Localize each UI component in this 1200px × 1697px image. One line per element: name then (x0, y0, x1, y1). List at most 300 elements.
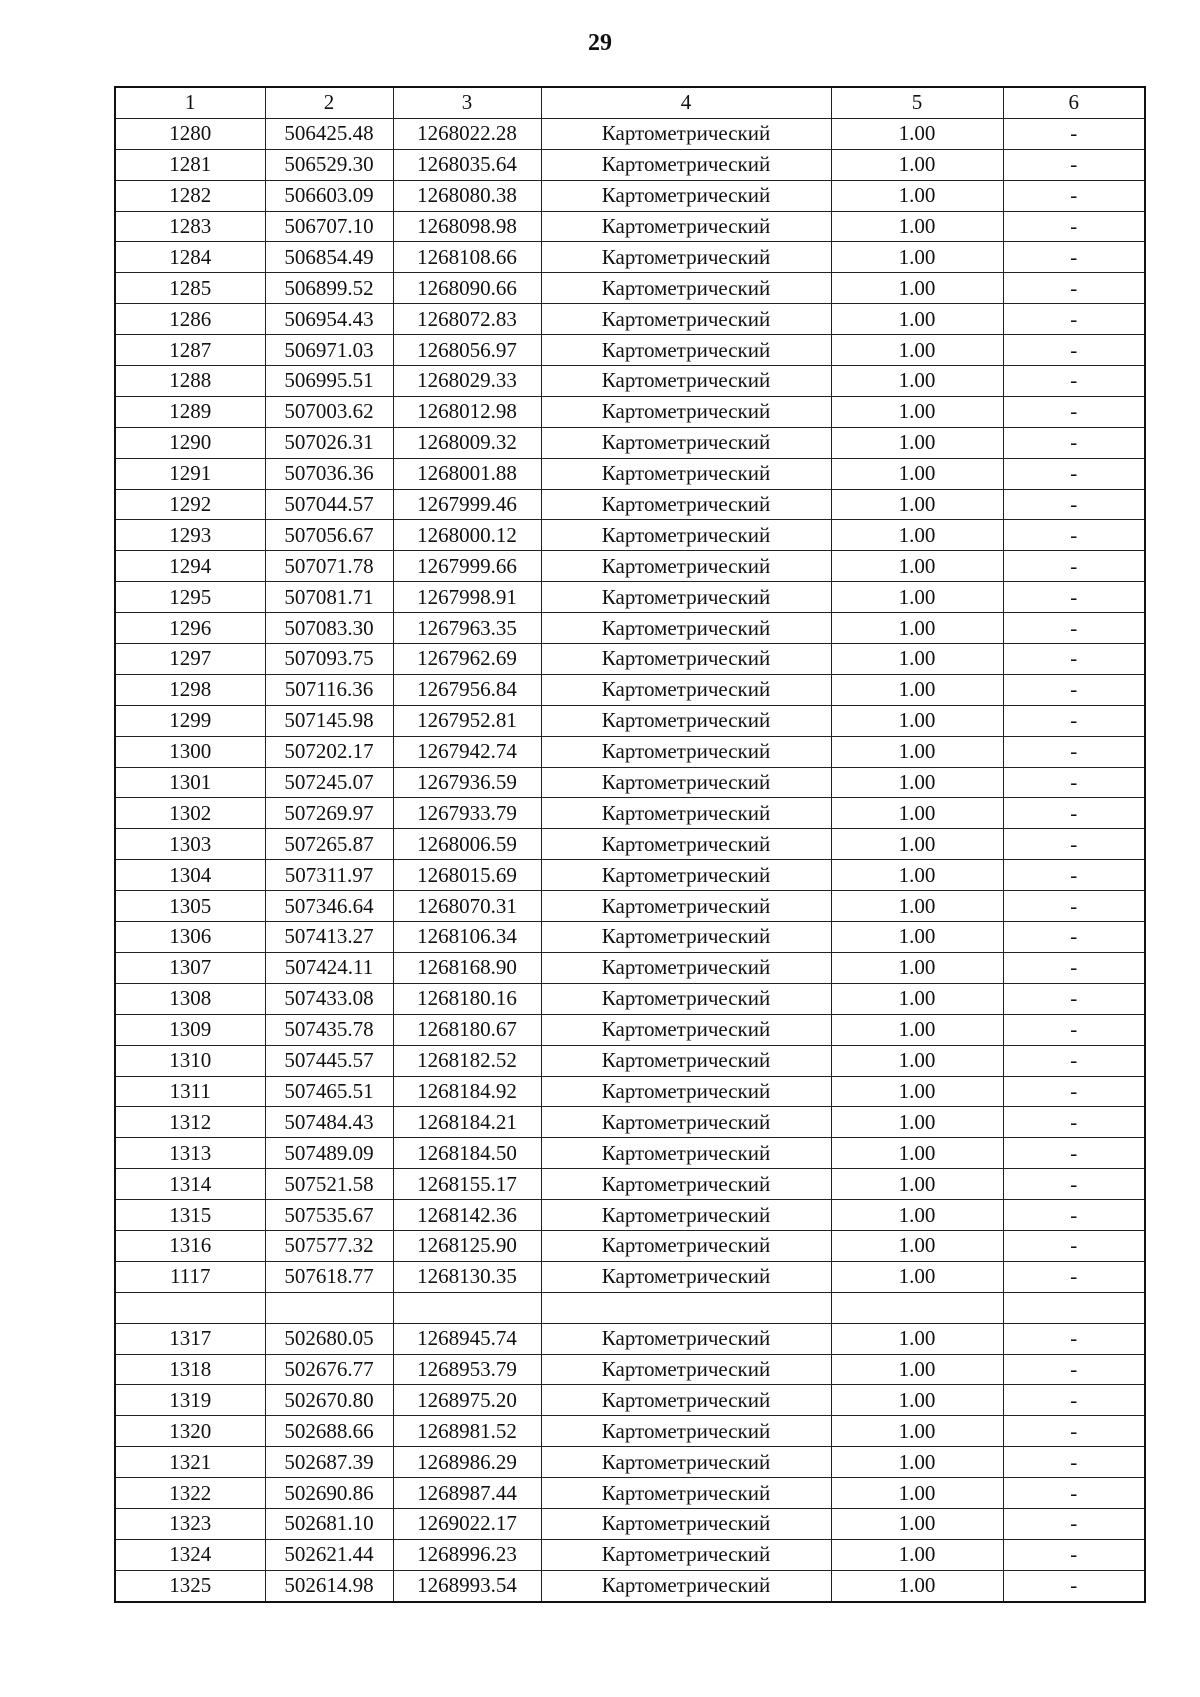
point-number-cell: 1284 (115, 242, 265, 273)
point-number-cell: 1317 (115, 1323, 265, 1354)
column-header-5: 5 (831, 87, 1003, 118)
accuracy-cell: 1.00 (831, 1385, 1003, 1416)
accuracy-cell: 1.00 (831, 335, 1003, 366)
point-number-cell: 1295 (115, 582, 265, 613)
note-cell: - (1003, 1508, 1145, 1539)
x-coordinate-cell: 502687.39 (265, 1447, 393, 1478)
note-cell: - (1003, 1107, 1145, 1138)
method-cell: Картометрический (541, 242, 831, 273)
accuracy-cell: 1.00 (831, 674, 1003, 705)
table-row (115, 427, 1145, 458)
point-number-cell: 1285 (115, 273, 265, 304)
table-row (115, 705, 1145, 736)
method-cell: Картометрический (541, 1076, 831, 1107)
accuracy-cell: 1.00 (831, 829, 1003, 860)
accuracy-cell: 1.00 (831, 1014, 1003, 1045)
accuracy-cell: 1.00 (831, 396, 1003, 427)
x-coordinate-cell: 502681.10 (265, 1508, 393, 1539)
method-cell: Картометрический (541, 613, 831, 644)
point-number-cell: 1283 (115, 211, 265, 242)
table-row (115, 1292, 1145, 1323)
table-row (115, 1539, 1145, 1570)
accuracy-cell: 1.00 (831, 1107, 1003, 1138)
table-row (115, 458, 1145, 489)
accuracy-cell: 1.00 (831, 613, 1003, 644)
x-coordinate-cell: 502676.77 (265, 1354, 393, 1385)
point-number-cell: 1302 (115, 798, 265, 829)
accuracy-cell: 1.00 (831, 1138, 1003, 1169)
table-row (115, 767, 1145, 798)
point-number-cell: 1321 (115, 1447, 265, 1478)
y-coordinate-cell: 1268022.28 (393, 118, 541, 149)
note-cell: - (1003, 1478, 1145, 1509)
table-row (115, 1416, 1145, 1447)
point-number-cell: 1322 (115, 1478, 265, 1509)
accuracy-cell: 1.00 (831, 1447, 1003, 1478)
method-cell: Картометрический (541, 273, 831, 304)
point-number-cell: 1297 (115, 644, 265, 675)
accuracy-cell: 1.00 (831, 1508, 1003, 1539)
accuracy-cell: 1.00 (831, 180, 1003, 211)
note-cell: - (1003, 1354, 1145, 1385)
column-header-4: 4 (541, 87, 831, 118)
y-coordinate-cell: 1268098.98 (393, 211, 541, 242)
accuracy-cell: 1.00 (831, 304, 1003, 335)
note-cell: - (1003, 674, 1145, 705)
x-coordinate-cell: 506603.09 (265, 180, 393, 211)
method-cell: Картометрический (541, 1385, 831, 1416)
y-coordinate-cell: 1268182.52 (393, 1045, 541, 1076)
method-cell: Картометрический (541, 767, 831, 798)
table-row (115, 891, 1145, 922)
table-row (115, 1076, 1145, 1107)
point-number-cell: 1280 (115, 118, 265, 149)
note-cell: - (1003, 396, 1145, 427)
y-coordinate-cell: 1267942.74 (393, 736, 541, 767)
table-row (115, 273, 1145, 304)
note-cell: - (1003, 335, 1145, 366)
table-row (115, 211, 1145, 242)
note-cell: - (1003, 273, 1145, 304)
method-cell: Картометрический (541, 705, 831, 736)
point-number-cell: 1303 (115, 829, 265, 860)
accuracy-cell: 1.00 (831, 891, 1003, 922)
point-number-cell: 1301 (115, 767, 265, 798)
table-row (115, 1570, 1145, 1601)
y-coordinate-cell: 1267933.79 (393, 798, 541, 829)
note-cell: - (1003, 1539, 1145, 1570)
column-header-1: 1 (115, 87, 265, 118)
y-coordinate-cell: 1268975.20 (393, 1385, 541, 1416)
point-number-cell: 1313 (115, 1138, 265, 1169)
x-coordinate-cell: 506854.49 (265, 242, 393, 273)
accuracy-cell: 1.00 (831, 1076, 1003, 1107)
point-number-cell: 1310 (115, 1045, 265, 1076)
y-coordinate-cell: 1268070.31 (393, 891, 541, 922)
table-row (115, 1261, 1145, 1292)
accuracy-cell: 1.00 (831, 458, 1003, 489)
note-cell: - (1003, 366, 1145, 397)
point-number-cell: 1309 (115, 1014, 265, 1045)
point-number-cell (115, 1292, 265, 1323)
table-row (115, 551, 1145, 582)
note-cell: - (1003, 1169, 1145, 1200)
x-coordinate-cell: 507093.75 (265, 644, 393, 675)
point-number-cell: 1117 (115, 1261, 265, 1292)
x-coordinate-cell: 507245.07 (265, 767, 393, 798)
table-row (115, 983, 1145, 1014)
table-row (115, 1200, 1145, 1231)
y-coordinate-cell: 1268184.50 (393, 1138, 541, 1169)
x-coordinate-cell: 507145.98 (265, 705, 393, 736)
point-number-cell: 1290 (115, 427, 265, 458)
accuracy-cell: 1.00 (831, 489, 1003, 520)
point-number-cell: 1288 (115, 366, 265, 397)
note-cell: - (1003, 520, 1145, 551)
table-header (115, 87, 1145, 118)
x-coordinate-cell: 502688.66 (265, 1416, 393, 1447)
point-number-cell: 1307 (115, 952, 265, 983)
y-coordinate-cell: 1268029.33 (393, 366, 541, 397)
accuracy-cell: 1.00 (831, 798, 1003, 829)
accuracy-cell: 1.00 (831, 551, 1003, 582)
x-coordinate-cell: 502621.44 (265, 1539, 393, 1570)
method-cell: Картометрический (541, 1014, 831, 1045)
y-coordinate-cell: 1268184.21 (393, 1107, 541, 1138)
accuracy-cell: 1.00 (831, 1230, 1003, 1261)
note-cell: - (1003, 1570, 1145, 1601)
table-row (115, 335, 1145, 366)
point-number-cell: 1311 (115, 1076, 265, 1107)
method-cell: Картометрический (541, 582, 831, 613)
method-cell: Картометрический (541, 1478, 831, 1509)
x-coordinate-cell: 507003.62 (265, 396, 393, 427)
accuracy-cell: 1.00 (831, 1539, 1003, 1570)
y-coordinate-cell: 1267962.69 (393, 644, 541, 675)
table-row (115, 1385, 1145, 1416)
point-number-cell: 1306 (115, 922, 265, 953)
y-coordinate-cell: 1268945.74 (393, 1323, 541, 1354)
x-coordinate-cell: 507445.57 (265, 1045, 393, 1076)
note-cell: - (1003, 1447, 1145, 1478)
table-row (115, 1447, 1145, 1478)
note-cell: - (1003, 922, 1145, 953)
y-coordinate-cell: 1268184.92 (393, 1076, 541, 1107)
x-coordinate-cell: 507269.97 (265, 798, 393, 829)
table-row (115, 952, 1145, 983)
point-number-cell: 1320 (115, 1416, 265, 1447)
x-coordinate-cell: 506529.30 (265, 149, 393, 180)
point-number-cell: 1312 (115, 1107, 265, 1138)
y-coordinate-cell: 1268981.52 (393, 1416, 541, 1447)
accuracy-cell: 1.00 (831, 952, 1003, 983)
x-coordinate-cell: 502614.98 (265, 1570, 393, 1601)
note-cell: - (1003, 458, 1145, 489)
point-number-cell: 1304 (115, 860, 265, 891)
note-cell: - (1003, 551, 1145, 582)
coordinates-table (114, 86, 1146, 1603)
x-coordinate-cell: 507433.08 (265, 983, 393, 1014)
table-row (115, 1138, 1145, 1169)
y-coordinate-cell: 1268142.36 (393, 1200, 541, 1231)
y-coordinate-cell: 1268993.54 (393, 1570, 541, 1601)
accuracy-cell: 1.00 (831, 242, 1003, 273)
x-coordinate-cell: 507424.11 (265, 952, 393, 983)
note-cell: - (1003, 1138, 1145, 1169)
table-row (115, 1169, 1145, 1200)
table-row (115, 1230, 1145, 1261)
note-cell: - (1003, 1076, 1145, 1107)
accuracy-cell: 1.00 (831, 211, 1003, 242)
method-cell: Картометрический (541, 798, 831, 829)
y-coordinate-cell: 1268155.17 (393, 1169, 541, 1200)
note-cell: - (1003, 1014, 1145, 1045)
x-coordinate-cell: 507265.87 (265, 829, 393, 860)
method-cell: Картометрический (541, 211, 831, 242)
y-coordinate-cell: 1268000.12 (393, 520, 541, 551)
x-coordinate-cell: 507465.51 (265, 1076, 393, 1107)
point-number-cell: 1318 (115, 1354, 265, 1385)
accuracy-cell: 1.00 (831, 427, 1003, 458)
note-cell: - (1003, 1200, 1145, 1231)
table-row (115, 1045, 1145, 1076)
note-cell: - (1003, 983, 1145, 1014)
point-number-cell: 1324 (115, 1539, 265, 1570)
accuracy-cell (831, 1292, 1003, 1323)
accuracy-cell: 1.00 (831, 1045, 1003, 1076)
method-cell: Картометрический (541, 1230, 831, 1261)
accuracy-cell: 1.00 (831, 983, 1003, 1014)
x-coordinate-cell: 507071.78 (265, 551, 393, 582)
method-cell: Картометрический (541, 304, 831, 335)
x-coordinate-cell: 507056.67 (265, 520, 393, 551)
accuracy-cell: 1.00 (831, 582, 1003, 613)
x-coordinate-cell: 502680.05 (265, 1323, 393, 1354)
note-cell: - (1003, 798, 1145, 829)
y-coordinate-cell: 1268006.59 (393, 829, 541, 860)
y-coordinate-cell: 1268090.66 (393, 273, 541, 304)
note-cell (1003, 1292, 1145, 1323)
table-row (115, 304, 1145, 335)
note-cell: - (1003, 952, 1145, 983)
x-coordinate-cell: 507036.36 (265, 458, 393, 489)
note-cell: - (1003, 582, 1145, 613)
y-coordinate-cell: 1268996.23 (393, 1539, 541, 1570)
y-coordinate-cell: 1267952.81 (393, 705, 541, 736)
accuracy-cell: 1.00 (831, 1354, 1003, 1385)
x-coordinate-cell: 507521.58 (265, 1169, 393, 1200)
note-cell: - (1003, 489, 1145, 520)
accuracy-cell: 1.00 (831, 273, 1003, 304)
method-cell: Картометрический (541, 644, 831, 675)
point-number-cell: 1298 (115, 674, 265, 705)
table-body (115, 118, 1145, 1601)
x-coordinate-cell: 507311.97 (265, 860, 393, 891)
x-coordinate-cell: 507577.32 (265, 1230, 393, 1261)
method-cell: Картометрический (541, 983, 831, 1014)
point-number-cell: 1282 (115, 180, 265, 211)
accuracy-cell: 1.00 (831, 149, 1003, 180)
y-coordinate-cell (393, 1292, 541, 1323)
point-number-cell: 1323 (115, 1508, 265, 1539)
x-coordinate-cell: 507413.27 (265, 922, 393, 953)
table-row (115, 242, 1145, 273)
x-coordinate-cell (265, 1292, 393, 1323)
column-header-3: 3 (393, 87, 541, 118)
method-cell: Картометрический (541, 1416, 831, 1447)
point-number-cell: 1287 (115, 335, 265, 366)
table-row (115, 829, 1145, 860)
x-coordinate-cell: 507346.64 (265, 891, 393, 922)
point-number-cell: 1314 (115, 1169, 265, 1200)
x-coordinate-cell: 507116.36 (265, 674, 393, 705)
y-coordinate-cell: 1267999.66 (393, 551, 541, 582)
x-coordinate-cell: 507202.17 (265, 736, 393, 767)
point-number-cell: 1300 (115, 736, 265, 767)
point-number-cell: 1305 (115, 891, 265, 922)
y-coordinate-cell: 1268108.66 (393, 242, 541, 273)
accuracy-cell: 1.00 (831, 705, 1003, 736)
method-cell: Картометрический (541, 1323, 831, 1354)
table-row (115, 860, 1145, 891)
method-cell: Картометрический (541, 149, 831, 180)
table-row (115, 1478, 1145, 1509)
y-coordinate-cell: 1268125.90 (393, 1230, 541, 1261)
x-coordinate-cell: 502690.86 (265, 1478, 393, 1509)
y-coordinate-cell: 1268009.32 (393, 427, 541, 458)
y-coordinate-cell: 1267936.59 (393, 767, 541, 798)
method-cell: Картометрический (541, 335, 831, 366)
x-coordinate-cell: 507044.57 (265, 489, 393, 520)
point-number-cell: 1325 (115, 1570, 265, 1601)
method-cell: Картометрический (541, 1570, 831, 1601)
method-cell: Картометрический (541, 1447, 831, 1478)
accuracy-cell: 1.00 (831, 860, 1003, 891)
column-header-2: 2 (265, 87, 393, 118)
note-cell: - (1003, 211, 1145, 242)
y-coordinate-cell: 1268986.29 (393, 1447, 541, 1478)
note-cell: - (1003, 180, 1145, 211)
method-cell: Картометрический (541, 891, 831, 922)
method-cell: Картометрический (541, 427, 831, 458)
note-cell: - (1003, 705, 1145, 736)
point-number-cell: 1294 (115, 551, 265, 582)
method-cell: Картометрический (541, 1200, 831, 1231)
note-cell: - (1003, 891, 1145, 922)
note-cell: - (1003, 736, 1145, 767)
y-coordinate-cell: 1268180.16 (393, 983, 541, 1014)
x-coordinate-cell: 507435.78 (265, 1014, 393, 1045)
accuracy-cell: 1.00 (831, 1323, 1003, 1354)
accuracy-cell: 1.00 (831, 1261, 1003, 1292)
accuracy-cell: 1.00 (831, 767, 1003, 798)
y-coordinate-cell: 1268180.67 (393, 1014, 541, 1045)
note-cell: - (1003, 149, 1145, 180)
method-cell: Картометрический (541, 1354, 831, 1385)
method-cell: Картометрический (541, 860, 831, 891)
y-coordinate-cell: 1268953.79 (393, 1354, 541, 1385)
y-coordinate-cell: 1268987.44 (393, 1478, 541, 1509)
method-cell: Картометрический (541, 922, 831, 953)
accuracy-cell: 1.00 (831, 1200, 1003, 1231)
x-coordinate-cell: 507618.77 (265, 1261, 393, 1292)
y-coordinate-cell: 1268001.88 (393, 458, 541, 489)
x-coordinate-cell: 507081.71 (265, 582, 393, 613)
method-cell: Картометрический (541, 551, 831, 582)
accuracy-cell: 1.00 (831, 922, 1003, 953)
x-coordinate-cell: 506899.52 (265, 273, 393, 304)
accuracy-cell: 1.00 (831, 736, 1003, 767)
method-cell (541, 1292, 831, 1323)
method-cell: Картометрический (541, 180, 831, 211)
column-header-6: 6 (1003, 87, 1145, 118)
y-coordinate-cell: 1268130.35 (393, 1261, 541, 1292)
header-row (115, 87, 1145, 118)
x-coordinate-cell: 506707.10 (265, 211, 393, 242)
method-cell: Картометрический (541, 952, 831, 983)
note-cell: - (1003, 1230, 1145, 1261)
y-coordinate-cell: 1267956.84 (393, 674, 541, 705)
note-cell: - (1003, 1045, 1145, 1076)
accuracy-cell: 1.00 (831, 366, 1003, 397)
point-number-cell: 1299 (115, 705, 265, 736)
x-coordinate-cell: 506425.48 (265, 118, 393, 149)
method-cell: Картометрический (541, 1107, 831, 1138)
point-number-cell: 1296 (115, 613, 265, 644)
table-row (115, 1014, 1145, 1045)
table-row (115, 396, 1145, 427)
accuracy-cell: 1.00 (831, 520, 1003, 551)
note-cell: - (1003, 860, 1145, 891)
x-coordinate-cell: 507535.67 (265, 1200, 393, 1231)
point-number-cell: 1315 (115, 1200, 265, 1231)
y-coordinate-cell: 1268056.97 (393, 335, 541, 366)
method-cell: Картометрический (541, 736, 831, 767)
y-coordinate-cell: 1268106.34 (393, 922, 541, 953)
y-coordinate-cell: 1267998.91 (393, 582, 541, 613)
y-coordinate-cell: 1268080.38 (393, 180, 541, 211)
method-cell: Картометрический (541, 1045, 831, 1076)
page-number: 29 (588, 30, 612, 56)
y-coordinate-cell: 1268015.69 (393, 860, 541, 891)
x-coordinate-cell: 506954.43 (265, 304, 393, 335)
table-row (115, 736, 1145, 767)
x-coordinate-cell: 507484.43 (265, 1107, 393, 1138)
table-row (115, 118, 1145, 149)
point-number-cell: 1291 (115, 458, 265, 489)
table-row (115, 1354, 1145, 1385)
method-cell: Картометрический (541, 118, 831, 149)
method-cell: Картометрический (541, 1261, 831, 1292)
note-cell: - (1003, 829, 1145, 860)
table-row (115, 1508, 1145, 1539)
table-row (115, 922, 1145, 953)
table-row (115, 644, 1145, 675)
table-row (115, 1323, 1145, 1354)
accuracy-cell: 1.00 (831, 1169, 1003, 1200)
point-number-cell: 1286 (115, 304, 265, 335)
y-coordinate-cell: 1267963.35 (393, 613, 541, 644)
accuracy-cell: 1.00 (831, 1416, 1003, 1447)
note-cell: - (1003, 1261, 1145, 1292)
method-cell: Картометрический (541, 396, 831, 427)
method-cell: Картометрический (541, 366, 831, 397)
table-row (115, 613, 1145, 644)
y-coordinate-cell: 1267999.46 (393, 489, 541, 520)
y-coordinate-cell: 1268168.90 (393, 952, 541, 983)
x-coordinate-cell: 506995.51 (265, 366, 393, 397)
method-cell: Картометрический (541, 1138, 831, 1169)
